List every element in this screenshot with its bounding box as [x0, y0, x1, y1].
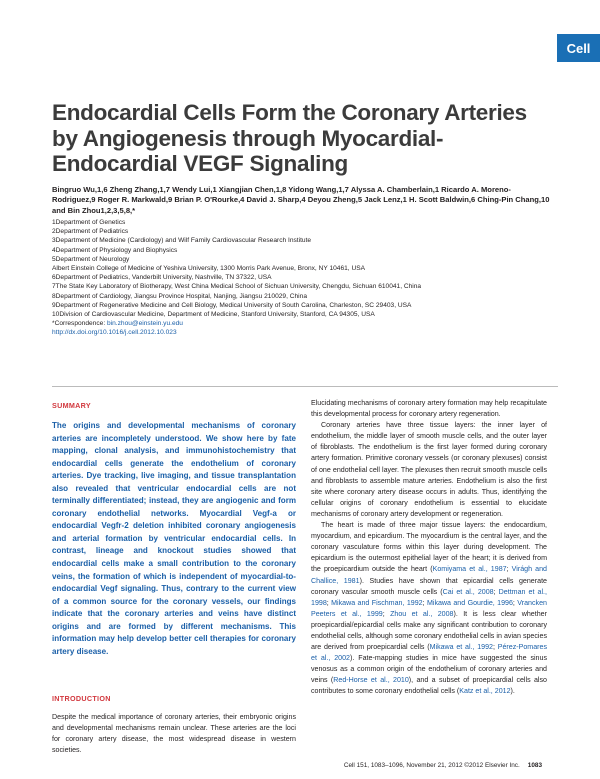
affiliation: 4Department of Physiology and Biophysics — [52, 246, 178, 254]
affiliation: 7The State Key Laboratory of Biotherapy, West China Medical School of Sichuan University, Chengdu, Sichuan 610041, China — [52, 283, 422, 291]
paragraph: Elucidating mechanisms of coronary artery formation may help recapitulate this developmental process for coronary artery regeneration. — [311, 399, 547, 419]
citation-separator: ; — [382, 609, 391, 618]
citation-link[interactable]: Virágh and Challice, 1981 — [311, 565, 547, 585]
affiliation: Albert Einstein College of Medicine of Yeshiva University, 1300 Morris Park Avenue, Bronx, NY 10461, USA — [52, 265, 366, 273]
correspondence-label: *Correspondence: — [52, 320, 107, 328]
citation-link[interactable]: Cai et al., 2008 — [442, 587, 494, 596]
citation-link[interactable]: Dettman et al., 1998 — [311, 587, 547, 607]
citation-link[interactable]: Komiyama et al., 1987 — [432, 565, 507, 574]
paragraph-text: ). — [510, 687, 515, 696]
article-title: Endocardial Cells Form the Coronary Arteries by Angiogenesis through Myocardial-Endocardial VEGF Signaling — [52, 100, 527, 176]
affiliation: 8Department of Cardiology, Jiangsu Province Hospital, Nanjing, Jiangsu 210029, China — [52, 292, 307, 300]
paragraph-text: ). Studies have shown that epicardial cells generate coronary vascular smooth muscle cells ( — [311, 576, 547, 596]
affiliation: 5Department of Neurology — [52, 255, 130, 263]
citation-link[interactable]: Vrancken Peeters et al., 1999 — [311, 598, 547, 618]
citation-separator: ; — [493, 643, 498, 652]
page-footer — [344, 762, 542, 769]
paragraph-text: ). It is less clear whether proepicardial/epicardial cells make any significant contribution to coronary endothelial cells, although some coronary endothelial cells in avian species are derived from proepicardial cells ( — [311, 609, 547, 652]
header-divider — [52, 386, 558, 387]
paragraph: Coronary arteries have three tissue layers: the inner layer of endothelium, the middle layer of smooth muscle cells, and the outer layer of fibroblasts. The endothelium is the first layer formed during coronary artery formation. Primitive coronary vessels (or coronary plexuses) consist of one endothelial cell layer. The plexuses then recruit smooth muscle cells and fibroblasts to assemble mature arteries. Endothelium is also the first site where coronary artery disease occurs in adults. Thus, identifying the cellular origins of coronary endothelium is essential to elucidate mechanisms of coronary artery development or regeneration. — [311, 421, 547, 518]
doi-link[interactable]: http://dx.doi.org/10.1016/j.cell.2012.10.023 — [52, 329, 177, 337]
citation-link[interactable]: Pérez-Pomares et al., 2002 — [311, 643, 547, 663]
introduction-text: Despite the medical importance of coronary arteries, their embryonic origins and developmental mechanisms remain unclear. These arteries are the loci for coronary artery disease, the most widespread disease in western societies. — [52, 713, 296, 755]
affiliation: 3Department of Medicine (Cardiology) and Wilf Family Cardiovascular Research Institute — [52, 237, 312, 245]
affiliation: 9Department of Regenerative Medicine and Cell Biology, Medical University of South Carolina, Charleston, SC 29403, USA — [52, 301, 412, 309]
citation-separator: ; — [422, 598, 427, 607]
citation-link[interactable]: Zhou et al., 2008 — [390, 609, 454, 618]
citation-link[interactable]: Red-Horse et al., 2010 — [333, 676, 409, 685]
citation-separator: ; — [512, 598, 518, 607]
citation-link[interactable]: Mikawa and Fischman, 1992 — [331, 598, 423, 607]
page-number: 1083 — [527, 762, 542, 769]
summary-heading: SUMMARY — [52, 401, 91, 410]
citation-separator: ; — [326, 598, 332, 607]
paragraph — [311, 520, 547, 698]
citation-link[interactable]: Mikawa et al., 1992 — [429, 643, 493, 652]
paragraph-text: The heart is made of three major tissue layers: the endocardium, myocardium, and epicardium. The myocardium is the central layer, and the coronary vasculature forms within this layer during development. The epicardium is the outermost epithelial layer of the heart; it is derived from the proepicardium outside the heart ( — [311, 521, 547, 574]
paragraph-text: ). Fate-mapping studies in mice have suggested the sinus venosus as a common origin of the endothelium of coronary arteries and veins ( — [311, 654, 547, 685]
citation-link[interactable]: Katz et al., 2012 — [459, 687, 511, 696]
citation-separator: ; — [493, 587, 499, 596]
affiliations — [52, 218, 572, 338]
right-column-body — [311, 398, 547, 698]
introduction-heading: INTRODUCTION — [52, 694, 111, 703]
footer-citation: Cell 151, 1083–1096, November 21, 2012 ©2012 Elsevier Inc. — [343, 762, 520, 769]
citation-separator: ; — [506, 565, 512, 574]
doi-line — [52, 328, 572, 337]
affiliation: 1Department of Genetics — [52, 219, 126, 226]
paragraph-text: ), and a subset of proepicardial cells also contributes to some coronary endothelial cells ( — [311, 676, 547, 696]
author-list: Bingruo Wu,1,6 Zheng Zhang,1,7 Wendy Lui,1 Xiangjian Chen,1,8 Yidong Wang,1,7 Alyssa A. Chamberlain,1 Ricardo A. Moreno-Rodriguez,9 Roger R. Markwald,9 Brian P. O'Rourke,4 David J. Sharp,4 Deyou Zheng,5 Jack Lenz,1 H. Scott Baldwin,6 Ching-Pin Chang,10 and Bin Zhou1,2,3,5,8,* — [52, 185, 550, 215]
summary-text: The origins and developmental mechanisms of coronary arteries are incompletely understood. We show here by fate mapping, clonal analysis, and immunohistochemistry that endocardial cells generate the endothelium of coronary arteries. Dye tracking, live imaging, and tissue transplantation also revealed that ventricular endocardial cells are not terminally differentiated; instead, they are angiogenic and form coronary endothelial networks. Myocardial Vegf-a or endocardial Vegfr-2 deletion inhibited coronary angiogenesis and arterial formation by ventricular endocardial cells. In contrast, lineage and knockout studies showed that endocardial cells make a small contribution to the coronary veins, the formation of which is independent of myocardial-to-endocardial Vegf signaling. Thus, contrary to the current view of a common source for the coronary vessels, our findings indicate that the coronary arteries and veins have distinct origins and are formed by different mechanisms. This information may help develop better cell therapies for coronary artery disease. — [52, 421, 296, 656]
journal-logo: Cell — [557, 34, 600, 62]
affiliation: 2Department of Pediatrics — [52, 228, 129, 236]
citation-link[interactable]: Mikawa and Gourdie, 1996 — [426, 598, 513, 607]
affiliation: 10Division of Cardiovascular Medicine, Department of Medicine, Stanford University, Stanford, CA 94305, USA — [52, 311, 375, 319]
correspondence-email-link[interactable]: bin.zhou@einstein.yu.edu — [106, 320, 183, 328]
affiliation: 6Department of Pediatrics, Vanderbilt University, Nashville, TN 37322, USA — [52, 274, 272, 282]
correspondence — [52, 319, 572, 328]
